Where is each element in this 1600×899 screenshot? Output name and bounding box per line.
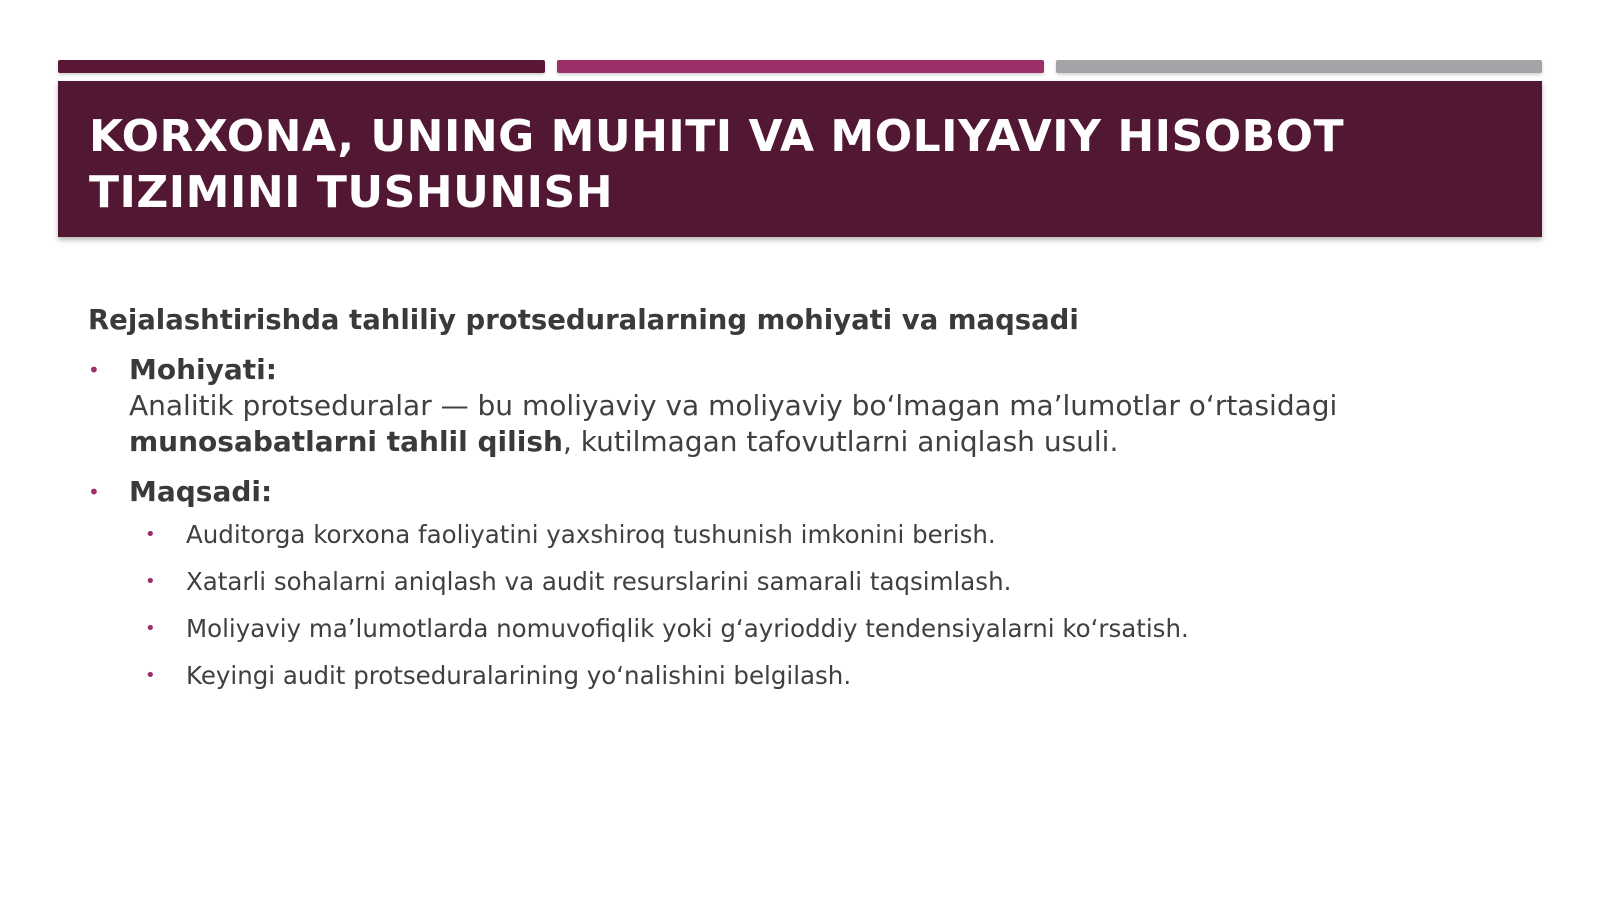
accent-bar-dark	[58, 60, 545, 73]
item-body-emphasis: munosabatlarni tahlil qilish	[129, 425, 563, 458]
slide-title: KORXONA, UNING MUHITI VA MOLIYAVIY HISOBOT TIZIMINI TUSHUNISH	[89, 111, 1345, 218]
sub-list-item	[145, 520, 1528, 550]
sub-item-text: Auditorga korxona faoliyatini yaxshiroq tushunish imkonini berish.	[186, 520, 996, 549]
item-body-text: Analitik protseduralar — bu moliyaviy va moliyaviy bo‘lmagan ma’lumotlar o‘rtasidagi	[129, 389, 1338, 422]
sub-item-text: Moliyaviy ma’lumotlarda nomuvofiqlik yoki g‘ayrioddiy tendensiyalarni ko‘rsatish.	[186, 614, 1189, 643]
accent-bar-gray	[1056, 60, 1542, 73]
bullet-icon: •	[88, 480, 100, 504]
accent-bar-magenta	[557, 60, 1044, 73]
sub-item-text: Xatarli sohalarni aniqlash va audit resurslarini samarali taqsimlash.	[186, 567, 1012, 596]
slide-subtitle: Rejalashtirishda tahliliy protseduralarning mohiyati va maqsadi	[88, 304, 1079, 336]
item-heading: Maqsadi:	[129, 475, 273, 508]
item-body-text-end: , kutilmagan tafovutlarni aniqlash usuli.	[562, 425, 1119, 458]
sub-list-item	[145, 614, 1528, 644]
item-body	[129, 388, 1528, 460]
sub-list-item	[145, 661, 1528, 691]
bullet-icon: •	[145, 665, 156, 686]
sub-list-item	[145, 567, 1528, 597]
slide-content	[88, 298, 1528, 708]
bullet-icon: •	[145, 524, 156, 545]
bullet-icon: •	[88, 358, 100, 382]
bullet-icon: •	[145, 571, 156, 592]
item-heading: Mohiyati:	[129, 353, 277, 386]
bullet-icon: •	[145, 618, 156, 639]
sub-item-text: Keyingi audit protseduralarining yo‘nalishini belgilash.	[186, 661, 852, 690]
main-bullet-list	[88, 352, 1528, 691]
list-item-maqsadi	[88, 474, 1528, 691]
sub-bullet-list	[145, 520, 1528, 691]
title-band	[58, 81, 1542, 237]
list-item-mohiyati	[88, 352, 1528, 460]
